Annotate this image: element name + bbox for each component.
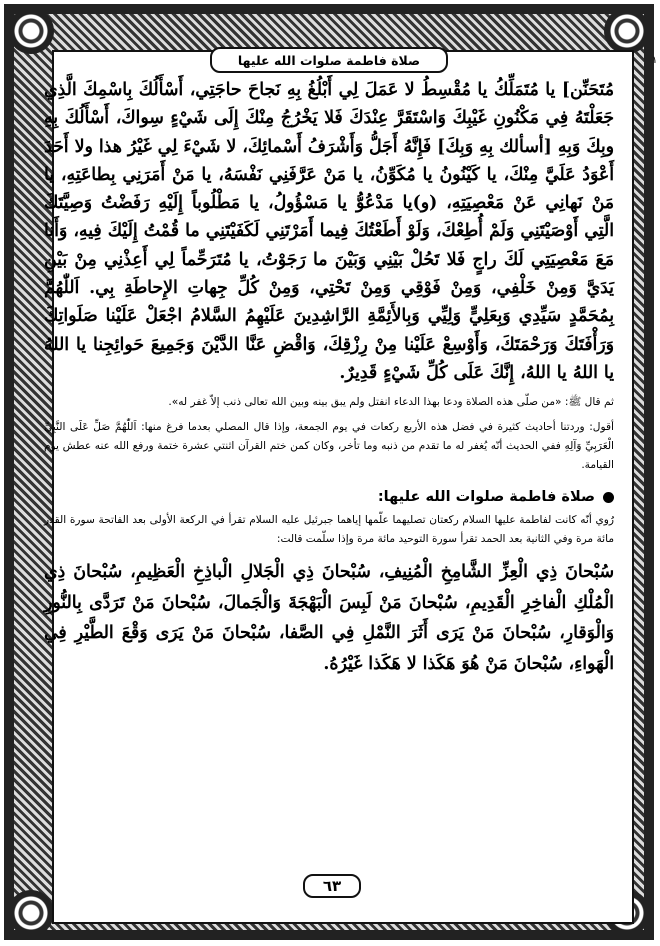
hadith-note: ثم قال ﷺ: «من صلّى هذه الصلاة ودعا بهذا الدعاء انفتل ولم يبق بينه وبين الله تعالى ذنب إلاّ غفر له».	[168, 396, 614, 409]
corner-ornament-top-right	[604, 8, 650, 54]
page-number-label: ٦٣	[322, 877, 342, 895]
author-note: أقول: وردتنا أحاديث كثيرة في فضل هذه الأربع ركعات في يوم الجمعة، وإذا قال المصلي بعدما فرغ منها: اَللّٰهُمَّ صَلِّ عَلَى النَّبِيِّ الْعَرَبِيِّ وَآلِهِ ففي الحديث أنّه يُغفر له ما تقدم من ذنبه وما تأخر، وكان كمن ختم القرآن اثنتي عشرة ختمة ورفع الله عنه عطش يوم القيامة.	[44, 421, 614, 472]
corner-ornament-top-left	[8, 8, 54, 54]
margin-mark: ۱	[652, 55, 658, 66]
page-header	[210, 47, 448, 73]
bullet-icon	[603, 492, 614, 503]
prayer-text: مُتَحَنِّن] يا مُتَمَلِّكُ يا مُقْسِطُ لا عَمَلَ لِي أَبْلُغُ بِهِ نَجاحَ حاجَتِي، أَسْأَلُكَ بِاسْمِكَ الَّذِي جَعَلْتَهُ فِي مَكْنُونِ غَيْبِكَ وَاسْتَقَرَّ عِنْدَكَ فَلا يَخْرُجُ مِنْكَ إِلَى شَيْءٍ سِواكَ، أَسْأَلُكَ بِهِ وبِكَ وَبِهِ [أسألك بِهِ وَبِكَ] فَإِنَّهُ أَجَلُّ وَأَشْرَفُ أَسْمائِكَ، لا شَيْءَ لِي غَيْرُ هذا ولا أَحَدَ أَعْوَدُ عَلَيَّ مِنْكَ، يا كَيْنُونُ يا مُكَوِّنُ، يا مَنْ عَرَّفَنِي نَفْسَهُ، يا مَنْ أَمَرَنِي بِطاعَتِهِ، يا مَنْ نَهانِي عَنْ مَعْصِيَتِهِ، (و)يا مَدْعُوُّ يا مَسْؤُولُ، يا مَطْلُوباً إِلَيْهِ رَفَضْتُ وَصِيَّتَكَ الَّتِي أَوْصَيْتَنِي وَلَمْ أُطِعْكَ، وَلَوْ أَطَعْتُكَ فِيما أَمَرْتَنِي لَكَفَيْتَنِي ما قُمْتُ إِلَيْكَ فِيهِ، وَأَنا مَعَ مَعْصِيَتِي لَكَ راجٍ فَلا تَحُلْ بَيْنِي وَبَيْنَ ما رَجَوْتُ، يا مُتَرَحِّماً لِي أَعِذْنِي مِنْ بَيْنِ يَدَيَّ وَمِنْ خَلْفِي، وَمِنْ فَوْقِي وَمِنْ تَحْتِي، وَمِنْ كُلِّ جِهاتِ الإِحاطَةِ بِي. اَللّٰهُمَّ بِمُحَمَّدٍ سَيِّدِي وَبِعَلِيٍّ وَلِيِّي وَبِالأَئِمَّةِ الرَّاشِدِينَ عَلَيْهِمُ السَّلامُ اجْعَلْ عَلَيْنا صَلَواتِكَ وَرَأْفَتَكَ وَرَحْمَتَكَ، وَأَوْسِعْ عَلَيْنا مِنْ رِزْقِكَ، وَاقْضِ عَنَّا الدَّيْنَ وَجَمِيعَ حَوائِجِنا يا اللهُ يا اللهُ يا اللهُ، إِنَّكَ عَلَى كُلِّ شَيْءٍ قَدِيرٌ.	[44, 80, 614, 383]
header-title: صلاة فاطمة صلوات الله عليها	[237, 52, 421, 68]
tasbih-text: سُبْحانَ ذِي الْعِزِّ الشَّامِخِ الْمُنِيفِ، سُبْحانَ ذِي الْجَلالِ الْباذِخِ الْعَظِيمِ، سُبْحانَ ذِي الْمُلْكِ الْفاخِرِ الْقَدِيمِ، سُبْحانَ مَنْ لَبِسَ الْبَهْجَةَ وَالْجَمالَ، سُبْحانَ مَنْ تَرَدَّى بِالنُّورِ وَالْوَقارِ، سُبْحانَ مَنْ يَرَى أَثَرَ النَّمْلِ فِي الصَّفا، سُبْحانَ مَنْ يَرَى وَقْعَ الطَّيْرِ فِي الْهَواءِ، سُبْحانَ مَنْ هُوَ هَكَذا لا هَكَذا غَيْرُهُ.	[44, 562, 614, 674]
section-title: صلاة فاطمة صلوات الله عليها:	[377, 489, 595, 506]
main-content	[44, 76, 614, 679]
page-number	[303, 874, 361, 898]
corner-ornament-bottom-left	[8, 890, 54, 936]
section-heading	[44, 489, 614, 505]
section-intro: رُوي أنّه كانت لفاطمة عليها السلام ركعتان تصليهما علّمها إياهما جبرئيل عليه السلام تقرأ في الركعة الأولى بعد الفاتحة سورة القدر مائة مرة وفي الثانية بعد الحمد تقرأ سورة التوحيد مائة مرة وإذا سلّمت قالت:	[44, 514, 614, 546]
